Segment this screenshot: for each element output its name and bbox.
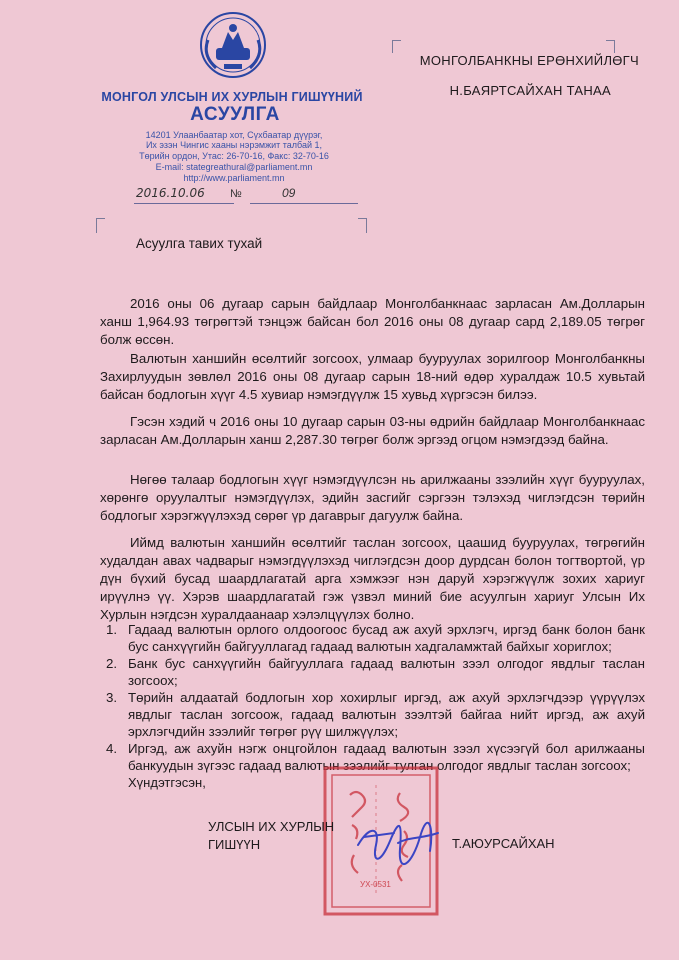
signer-name: Т.АЮУРСАЙХАН — [452, 836, 555, 851]
number-underline — [250, 203, 358, 204]
subject-line: Асуулга тавих тухай — [136, 236, 263, 251]
body-paragraph: Валютын ханшийн өсөлтийг зогсоох, улмаар бууруулах зорилгоор Монголбанкны Захирлуудын зөвлөл 2016 оны 08 дугаар сарын 18-ний өдөр хуралдаж 10.5 хувьтай байсан бодлогын хүүг 4.5 хувиар нэмэгдүүлж 15 хувьд хүргэсэн билээ. — [100, 351, 645, 402]
list-item-text: Төрийн алдаатай бодлогын хор хохирлыг иргэд, аж ахуй эрхлэгчдээр үүрүүлэх явдлыг таслан зогсоож, гадаад валютын зээлтэй байгаа нийт иргэд, аж ахуй эрхлэгчдийн зээлийг төгрөг рүү шилжүүлэх; — [128, 690, 645, 739]
body-paragraph: 2016 оны 06 дугаар сарын байдлаар Монголбанкнаас зарласан Ам.Долларын ханш 1,964.93 төгрөгтэй тэнцэж байсан бол 2016 оны 08 дугаар сард 2,189.05 төгрөг болж өссөн. — [100, 296, 645, 347]
state-emblem-icon — [198, 10, 268, 80]
recipient-name: Н.БАЯРТСАЙХАН ТАНАА — [449, 83, 611, 98]
seal-code: УХ-0531 — [360, 880, 391, 889]
date-underline — [134, 203, 234, 204]
email-line: E-mail: stategreathural@parliament.mn — [155, 162, 313, 172]
body-paragraph: Гэсэн хэдий ч 2016 оны 10 дугаар сарын 03-ны өдрийн байдлаар Монголбанкнаас зарласан Ам.Долларын ханш 2,287.30 төгрөг болж эргээд огцом нэмэгдээд байна. — [100, 414, 645, 447]
handwritten-signature — [350, 815, 446, 875]
recipient-title: МОНГОЛБАНКНЫ ЕРӨНХИЙЛӨГЧ — [419, 53, 639, 68]
letter-date: 2016.10.06 — [136, 186, 205, 200]
list-item-text: Гадаад валютын орлого олдоогоос бусад аж ахуй эрхлэгч, иргэд банк болон банк бус санхүүгийн байгууллагад гадаад валютын хадгаламжтай байхыг хориглох; — [128, 622, 645, 654]
parliament-name: МОНГОЛ УЛСЫН ИХ ХУРЛЫН ГИШҮҮНИЙ — [101, 90, 363, 104]
signer-title-line: УЛСЫН ИХ ХУРЛЫН — [208, 819, 335, 834]
corner-mark — [358, 218, 367, 233]
address-line: 14201 Улаанбаатар хот, Сүхбаатар дүүрэг, — [145, 130, 323, 140]
list-item-number: 3. — [106, 690, 118, 705]
list-item-text: Банк бус санхүүгийн байгууллага гадаад валютын зээл олгодог явдлыг таслан зогсоох; — [128, 656, 645, 688]
number-label: № — [230, 188, 242, 200]
corner-mark — [392, 40, 401, 53]
website-line: http://www.parliament.mn — [183, 173, 285, 183]
document-type: АСУУЛГА — [190, 104, 280, 125]
list-item-text: Иргэд, аж ахуйн нэгж онцгойлон гадаад валютын зээл хүсээгүй бол арилжааны банкуудын зүгээс гадаад валютын зээлийг тулган олгодог явдлыг таслан зогсоох; — [128, 741, 645, 773]
list-item — [100, 621, 645, 655]
list-item-number: 4. — [106, 741, 118, 756]
signer-title-line: ГИШҮҮН — [208, 837, 261, 852]
address-line: Их эзэн Чингис хааны нэрэмжит талбай 1, — [145, 140, 323, 150]
body-paragraph: Иймд валютын ханшийн өсөлтийг таслан зогсоох, цаашид бууруулах, төгрөгийн худалдан авах чадварыг нэмэгдүүлэхэд чиглэгдсэн доор дурдсан болон тогтвортой, үр дүн бүхий бусад шаардлагатай арга хэмжээг нэн даруй хэрэгжүүлж зохих хариуг ирүүлнэ үү. Хэрэв шаардлагатай гэж үзвэл миний бие асуулгын хариуг Улсын Их Хурлын нэгдсэн хуралдаанаар хэлэлцүүлэх болно. — [100, 535, 645, 622]
list-item-number: 2. — [106, 656, 118, 671]
list-item — [100, 655, 645, 689]
letter-number: 09 — [282, 186, 296, 200]
corner-mark — [606, 40, 615, 53]
address-line: Төрийн ордон, Утас: 26-70-16, Факс: 32-70-16 — [139, 151, 329, 161]
corner-mark — [96, 218, 105, 233]
signer-title — [208, 818, 334, 854]
demands-list — [100, 621, 645, 774]
list-item-number: 1. — [106, 622, 118, 637]
list-item — [100, 689, 645, 740]
body-paragraph: Нөгөө талаар бодлогын хүүг нэмэгдүүлсэн нь арилжааны зээлийн хүүг бууруулах, хөрөнгө оруулалтыг нэмэгдүүлэх, эдийн засгийг сэргээн тэлэхэд чиглэгдсэн төрийн бодлогыг хэрэгжүүлэхэд сөрөг үр дагаврыг дагуулж байна. — [100, 472, 645, 523]
closing-regards: Хүндэтгэсэн, — [128, 775, 206, 790]
